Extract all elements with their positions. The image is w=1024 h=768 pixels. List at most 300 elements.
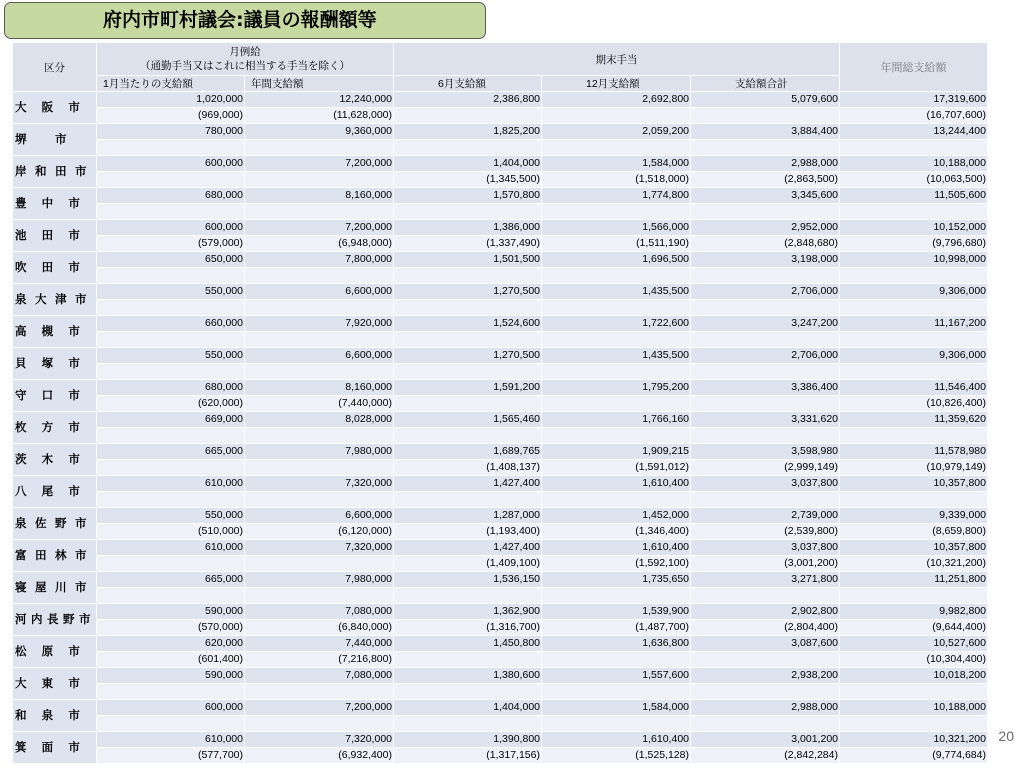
table-row [13,300,988,316]
table-row [13,332,988,348]
table-row [13,252,988,268]
per-month-amount: 590,000 [97,604,245,620]
june-amount: 1,404,000 [394,156,542,172]
per-month-amount: 610,000 [97,732,245,748]
per-month-amount [97,556,245,572]
city-name-spread: 泉 大 津 市 [15,292,87,306]
city-name [13,156,97,188]
per-month-amount: 550,000 [97,508,245,524]
bonus-total-amount: 2,706,000 [691,348,840,364]
june-amount: 1,501,500 [394,252,542,268]
per-month-amount: 665,000 [97,444,245,460]
december-amount [542,332,691,348]
december-amount [542,396,691,412]
june-amount: 1,570,800 [394,188,542,204]
table-row [13,348,988,364]
december-amount: 1,435,500 [542,348,691,364]
city-name-spread: 大 阪 市 [15,100,80,114]
annual-amount: 7,200,000 [245,700,394,716]
city-name-spread: 守 口 市 [15,388,80,402]
bonus-total-amount [691,332,840,348]
annual-total-amount: 11,505,600 [840,188,988,204]
city-name-spread: 大 東 市 [15,676,80,690]
table-row [13,620,988,636]
bonus-total-amount: 2,988,000 [691,156,840,172]
annual-amount [245,492,394,508]
per-month-amount: (601,400) [97,652,245,668]
bonus-total-amount [691,204,840,220]
june-amount [394,684,542,700]
annual-total-amount [840,364,988,380]
city-name [13,316,97,348]
june-amount: 1,386,000 [394,220,542,236]
bonus-total-amount: 3,598,980 [691,444,840,460]
december-amount: 1,566,000 [542,220,691,236]
june-amount: (1,316,700) [394,620,542,636]
annual-amount: 7,080,000 [245,604,394,620]
annual-total-amount: 10,188,000 [840,700,988,716]
june-amount: 1,536,150 [394,572,542,588]
bonus-total-amount: (2,848,680) [691,236,840,252]
annual-total-amount: 9,982,800 [840,604,988,620]
table-row [13,700,988,716]
city-name [13,572,97,604]
table-row [13,748,988,764]
per-month-amount [97,204,245,220]
annual-amount [245,716,394,732]
annual-amount: 6,600,000 [245,284,394,300]
annual-total-amount: (10,826,400) [840,396,988,412]
annual-amount: (7,440,000) [245,396,394,412]
per-month-amount: 680,000 [97,380,245,396]
per-month-amount: (620,000) [97,396,245,412]
city-name-spread: 茨 木 市 [15,452,80,466]
june-amount: (1,337,490) [394,236,542,252]
bonus-total-amount: 2,902,800 [691,604,840,620]
table-row [13,588,988,604]
december-amount [542,268,691,284]
city-name [13,476,97,508]
annual-total-amount: 10,321,200 [840,732,988,748]
per-month-amount: 600,000 [97,700,245,716]
per-month-amount: 1,020,000 [97,92,245,108]
annual-amount: 8,160,000 [245,188,394,204]
per-month-amount: 620,000 [97,636,245,652]
bonus-total-amount: (2,842,284) [691,748,840,764]
header-monthly-line2: （通勤手当又はこれに相当する手当を除く） [140,60,350,72]
table-row [13,428,988,444]
city-name-spread: 泉 佐 野 市 [15,516,87,530]
december-amount: (1,346,400) [542,524,691,540]
table-row [13,236,988,252]
june-amount: 1,390,800 [394,732,542,748]
city-name [13,540,97,572]
annual-amount: 7,800,000 [245,252,394,268]
bonus-total-amount [691,588,840,604]
june-amount [394,396,542,412]
annual-amount: 7,080,000 [245,668,394,684]
june-amount: 1,362,900 [394,604,542,620]
table-row [13,396,988,412]
annual-amount: (7,216,800) [245,652,394,668]
december-amount: 1,909,215 [542,444,691,460]
december-amount: 1,435,500 [542,284,691,300]
june-amount [394,492,542,508]
city-name [13,220,97,252]
june-amount [394,716,542,732]
per-month-amount [97,716,245,732]
annual-total-amount: 17,319,600 [840,92,988,108]
city-name [13,508,97,540]
table-row [13,732,988,748]
annual-total-amount: 11,546,400 [840,380,988,396]
bonus-total-amount: 3,884,400 [691,124,840,140]
december-amount: 1,539,900 [542,604,691,620]
table-row [13,604,988,620]
annual-amount: 8,160,000 [245,380,394,396]
december-amount: (1,511,190) [542,236,691,252]
annual-amount [245,364,394,380]
city-name-spread: 池 田 市 [15,228,80,242]
city-name-spread: 寝 屋 川 市 [15,580,87,594]
city-name-spread: 吹 田 市 [15,260,80,274]
annual-amount: (11,628,000) [245,108,394,124]
annual-total-amount: 10,998,000 [840,252,988,268]
annual-amount: 9,360,000 [245,124,394,140]
city-name [13,252,97,284]
annual-total-amount: 9,306,000 [840,348,988,364]
city-name [13,188,97,220]
table-row [13,268,988,284]
annual-total-amount: 11,578,980 [840,444,988,460]
december-amount [542,428,691,444]
per-month-amount: 590,000 [97,668,245,684]
june-amount: (1,345,500) [394,172,542,188]
table-row [13,684,988,700]
table-row [13,636,988,652]
annual-amount: 7,200,000 [245,156,394,172]
table-row [13,108,988,124]
annual-total-amount: (16,707,600) [840,108,988,124]
per-month-amount: (570,000) [97,620,245,636]
bonus-total-amount: 3,345,600 [691,188,840,204]
june-amount: 2,386,800 [394,92,542,108]
annual-amount [245,556,394,572]
annual-amount [245,460,394,476]
table-row [13,380,988,396]
june-amount: (1,409,100) [394,556,542,572]
bonus-total-amount: (2,804,400) [691,620,840,636]
annual-amount: (6,948,000) [245,236,394,252]
per-month-amount: 610,000 [97,540,245,556]
header-annual: 年間支給額 [245,76,394,92]
table-row [13,492,988,508]
december-amount: (1,525,128) [542,748,691,764]
bonus-total-amount [691,396,840,412]
december-amount: 1,735,650 [542,572,691,588]
june-amount: 1,689,765 [394,444,542,460]
december-amount [542,108,691,124]
annual-total-amount: 10,188,000 [840,156,988,172]
december-amount: 1,795,200 [542,380,691,396]
june-amount: (1,193,400) [394,524,542,540]
per-month-amount [97,684,245,700]
city-name [13,636,97,668]
city-name-spread: 貝 塚 市 [15,356,80,370]
table-row [13,204,988,220]
per-month-amount: 610,000 [97,476,245,492]
city-name [13,348,97,380]
annual-total-amount: (10,979,149) [840,460,988,476]
bonus-total-amount: 2,938,200 [691,668,840,684]
december-amount: (1,518,000) [542,172,691,188]
bonus-total-amount: 3,037,800 [691,540,840,556]
annual-total-amount [840,716,988,732]
bonus-total-amount [691,716,840,732]
annual-amount: 8,028,000 [245,412,394,428]
june-amount: (1,317,156) [394,748,542,764]
annual-amount [245,204,394,220]
per-month-amount [97,460,245,476]
table-row [13,284,988,300]
table-row [13,540,988,556]
bonus-total-amount: 3,087,600 [691,636,840,652]
annual-amount: 12,240,000 [245,92,394,108]
table-row [13,476,988,492]
june-amount: 1,565,460 [394,412,542,428]
june-amount [394,332,542,348]
table-row [13,572,988,588]
bonus-total-amount: 3,271,800 [691,572,840,588]
city-name [13,412,97,444]
december-amount: 1,696,500 [542,252,691,268]
city-name-spread: 八 尾 市 [15,484,80,498]
june-amount: 1,380,600 [394,668,542,684]
city-name-spread: 和 泉 市 [15,708,80,722]
december-amount [542,716,691,732]
header-per-month: 1月当たりの支給額 [97,76,245,92]
annual-total-amount: 11,359,620 [840,412,988,428]
december-amount [542,364,691,380]
table-row [13,444,988,460]
bonus-total-amount: 2,988,000 [691,700,840,716]
december-amount: 1,557,600 [542,668,691,684]
december-amount [542,492,691,508]
bonus-total-amount: 2,952,000 [691,220,840,236]
header-june: 6月支給額 [394,76,542,92]
header-december: 12月支給額 [542,76,691,92]
december-amount: 2,059,200 [542,124,691,140]
june-amount: 1,427,400 [394,540,542,556]
city-name-spread: 河 内 長 野 市 [15,612,91,626]
city-name [13,444,97,476]
bonus-total-amount [691,684,840,700]
per-month-amount: 550,000 [97,348,245,364]
annual-total-amount: (9,644,400) [840,620,988,636]
per-month-amount: (577,700) [97,748,245,764]
header-monthly-line1: 月例給 [229,46,261,58]
annual-amount: (6,932,400) [245,748,394,764]
per-month-amount: 780,000 [97,124,245,140]
june-amount: 1,450,800 [394,636,542,652]
annual-total-amount [840,684,988,700]
bonus-total-amount: (2,539,800) [691,524,840,540]
header-division: 区分 [13,43,97,92]
december-amount: 1,636,800 [542,636,691,652]
table-row [13,668,988,684]
city-name-spread: 高 槻 市 [15,324,80,338]
annual-amount: 7,320,000 [245,732,394,748]
table-row [13,156,988,172]
table-row [13,124,988,140]
city-name [13,92,97,124]
page-number: 20 [998,728,1014,744]
header-bonus: 期末手当 [394,43,840,76]
annual-total-amount: 10,018,200 [840,668,988,684]
header-bonus-total: 支給額合計 [691,76,840,92]
december-amount [542,300,691,316]
annual-total-amount [840,300,988,316]
december-amount [542,204,691,220]
annual-total-amount: 10,357,800 [840,476,988,492]
june-amount: 1,404,000 [394,700,542,716]
header-monthly [97,43,394,76]
per-month-amount: 669,000 [97,412,245,428]
june-amount [394,140,542,156]
per-month-amount: 660,000 [97,316,245,332]
bonus-total-amount [691,300,840,316]
annual-amount: 7,440,000 [245,636,394,652]
bonus-total-amount [691,364,840,380]
december-amount: 1,722,600 [542,316,691,332]
december-amount: 1,584,000 [542,700,691,716]
bonus-total-amount [691,268,840,284]
annual-total-amount: 11,167,200 [840,316,988,332]
june-amount: 1,287,000 [394,508,542,524]
bonus-total-amount: 3,037,800 [691,476,840,492]
city-name-spread: 堺 市 [15,132,67,146]
city-name [13,284,97,316]
december-amount: 1,610,400 [542,476,691,492]
table-row [13,652,988,668]
per-month-amount: 650,000 [97,252,245,268]
bonus-total-amount: 2,739,000 [691,508,840,524]
per-month-amount [97,300,245,316]
december-amount [542,140,691,156]
per-month-amount: (510,000) [97,524,245,540]
bonus-total-amount: 3,386,400 [691,380,840,396]
city-name-spread: 枚 方 市 [15,420,80,434]
bonus-total-amount: (2,999,149) [691,460,840,476]
annual-total-amount: 9,339,000 [840,508,988,524]
annual-total-amount: (10,321,200) [840,556,988,572]
table-row [13,524,988,540]
december-amount [542,684,691,700]
annual-amount: (6,840,000) [245,620,394,636]
bonus-total-amount: 3,198,000 [691,252,840,268]
city-name-spread: 富 田 林 市 [15,548,87,562]
table-row [13,460,988,476]
table-row [13,364,988,380]
december-amount: (1,487,700) [542,620,691,636]
table-row [13,188,988,204]
city-name [13,124,97,156]
table-row [13,140,988,156]
june-amount: 1,270,500 [394,284,542,300]
annual-total-amount: 9,306,000 [840,284,988,300]
annual-total-amount [840,492,988,508]
annual-amount [245,332,394,348]
per-month-amount: 600,000 [97,220,245,236]
bonus-total-amount [691,492,840,508]
bonus-total-amount [691,652,840,668]
bonus-total-amount [691,428,840,444]
page-title: 府内市町村議会:議員の報酬額等 [4,2,486,39]
bonus-total-amount: (3,001,200) [691,556,840,572]
per-month-amount: 550,000 [97,284,245,300]
city-name [13,732,97,764]
annual-total-amount: (9,796,680) [840,236,988,252]
june-amount [394,300,542,316]
table-row [13,92,988,108]
december-amount: 1,452,000 [542,508,691,524]
table-row [13,508,988,524]
annual-total-amount: (8,659,800) [840,524,988,540]
december-amount [542,652,691,668]
table-row [13,716,988,732]
table-body [13,92,988,764]
annual-amount: 6,600,000 [245,348,394,364]
per-month-amount: 600,000 [97,156,245,172]
table-row [13,220,988,236]
table-row [13,412,988,428]
annual-total-amount: (9,774,684) [840,748,988,764]
table-row [13,316,988,332]
per-month-amount [97,140,245,156]
annual-total-amount: 11,251,800 [840,572,988,588]
december-amount: 1,610,400 [542,732,691,748]
june-amount: 1,825,200 [394,124,542,140]
per-month-amount: (579,000) [97,236,245,252]
per-month-amount [97,492,245,508]
bonus-total-amount: (2,863,500) [691,172,840,188]
annual-amount [245,172,394,188]
june-amount [394,204,542,220]
bonus-total-amount: 3,001,200 [691,732,840,748]
annual-amount [245,428,394,444]
december-amount [542,588,691,604]
bonus-total-amount [691,108,840,124]
december-amount: 1,766,160 [542,412,691,428]
city-name [13,604,97,636]
june-amount: 1,270,500 [394,348,542,364]
june-amount [394,268,542,284]
city-name-spread: 箕 面 市 [15,740,80,754]
annual-amount [245,268,394,284]
annual-amount: (6,120,000) [245,524,394,540]
annual-total-amount [840,332,988,348]
compensation-table [12,42,988,764]
city-name [13,700,97,732]
december-amount: (1,592,100) [542,556,691,572]
annual-total-amount: 10,357,800 [840,540,988,556]
annual-total-amount: (10,063,500) [840,172,988,188]
city-name [13,380,97,412]
per-month-amount [97,268,245,284]
per-month-amount [97,332,245,348]
december-amount: (1,591,012) [542,460,691,476]
city-name-spread: 松 原 市 [15,644,80,658]
